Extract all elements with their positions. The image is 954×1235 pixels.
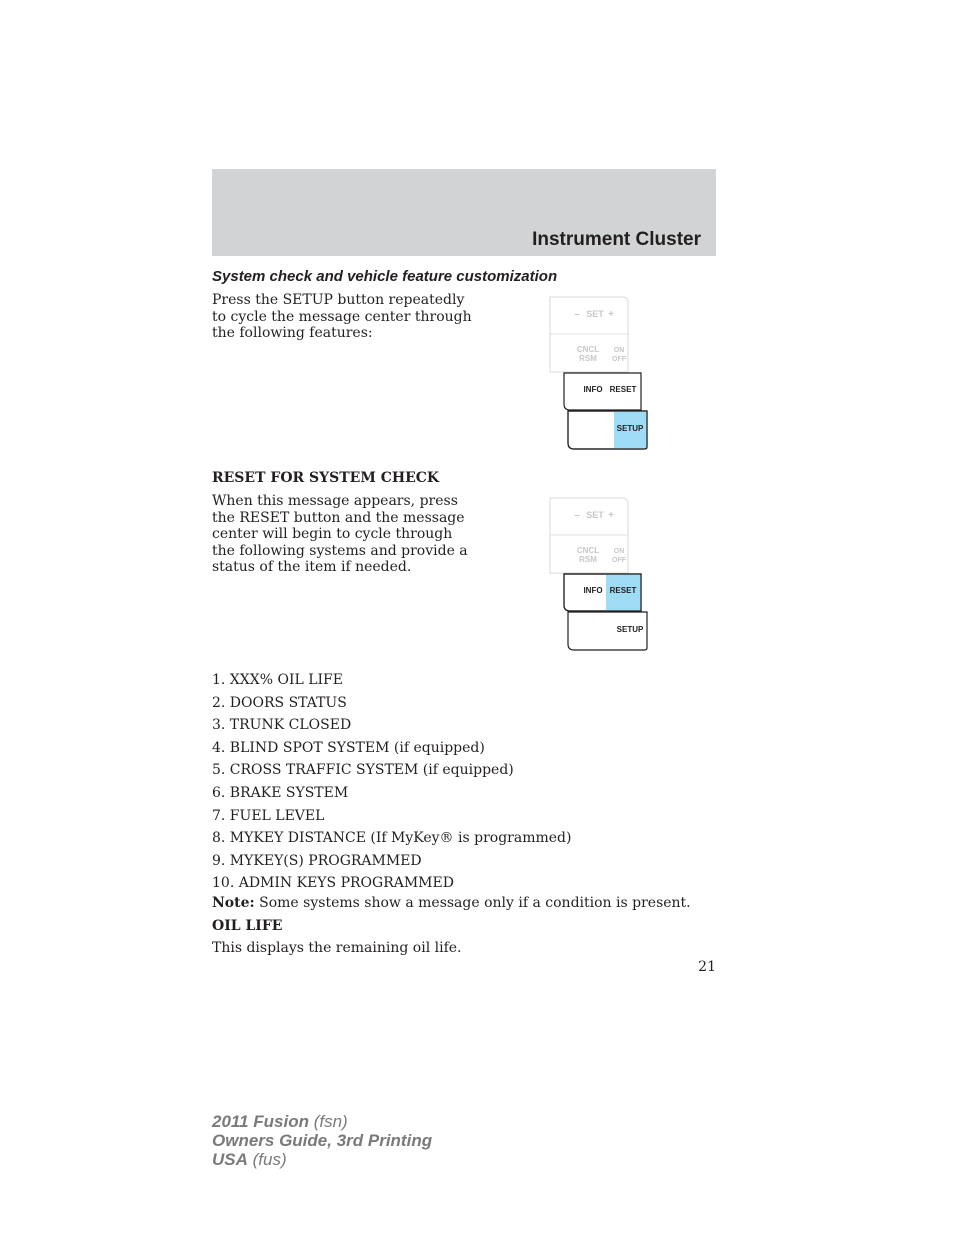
list-item: 5. CROSS TRAFFIC SYSTEM (if equipped): [212, 762, 514, 779]
reset-label: RESET: [609, 586, 637, 595]
off-label: OFF: [612, 557, 626, 564]
footer-market-code: (fus): [247, 1150, 287, 1169]
note: [212, 895, 691, 911]
list-item: 9. MYKEY(S) PROGRAMMED: [212, 852, 422, 869]
list-item: 10. ADMIN KEYS PROGRAMMED: [212, 875, 454, 892]
note-label: Note:: [212, 895, 255, 911]
set-label: SET: [586, 510, 604, 520]
intro-paragraph: Press the SETUP button repeatedly to cycle the message center through the following features:: [212, 292, 472, 341]
list-item: 7. FUEL LEVEL: [212, 807, 325, 824]
list-item: 8. MYKEY DISTANCE (If MyKey® is programmed): [212, 830, 572, 847]
info-label: INFO: [583, 385, 603, 394]
info-label: INFO: [583, 586, 603, 595]
minus-icon: –: [574, 510, 580, 521]
subheading: System check and vehicle feature customization: [212, 268, 558, 285]
footer-guide: Owners Guide, 3rd Printing: [212, 1131, 433, 1150]
list-item: 4. BLIND SPOT SYSTEM (if equipped): [212, 739, 485, 756]
note-text: Some systems show a message only if a condition is present.: [254, 895, 691, 911]
list-item: 3. TRUNK CLOSED: [212, 717, 352, 734]
setup-label: SETUP: [616, 424, 644, 433]
cncl-label: CNCL: [576, 345, 600, 354]
control-panel-setup: [548, 296, 658, 454]
minus-icon: –: [574, 309, 580, 320]
footer: [212, 1112, 432, 1169]
footer-model-code: (fsn): [309, 1112, 348, 1131]
set-label: SET: [586, 309, 604, 319]
page-title: Instrument Cluster: [532, 229, 701, 250]
plus-icon: +: [608, 510, 614, 521]
oil-life-heading: OIL LIFE: [212, 918, 283, 934]
reset-section-heading: RESET FOR SYSTEM CHECK: [212, 470, 440, 486]
page-number: 21: [698, 959, 716, 975]
off-label: OFF: [612, 356, 626, 363]
list-item: 2. DOORS STATUS: [212, 694, 347, 711]
footer-model: 2011 Fusion: [212, 1112, 309, 1131]
plus-icon: +: [608, 309, 614, 320]
reset-section-text: When this message appears, press the RESET button and the message center will begin to cycle through the following systems and provide a status of the item if needed.: [212, 493, 468, 575]
list-item: 1. XXX% OIL LIFE: [212, 672, 343, 688]
reset-label: RESET: [609, 385, 637, 394]
cncl-label: CNCL: [576, 546, 600, 555]
oil-life-text: This displays the remaining oil life.: [212, 940, 462, 956]
control-panel-reset: [548, 497, 658, 655]
rsm-label: RSM: [579, 555, 597, 564]
system-check-list: [212, 670, 571, 896]
setup-label: SETUP: [616, 625, 644, 634]
list-item: 6. BRAKE SYSTEM: [212, 784, 349, 801]
footer-market: USA: [212, 1150, 248, 1169]
header-band: [212, 169, 716, 256]
on-label: ON: [613, 347, 625, 354]
rsm-label: RSM: [579, 354, 597, 363]
on-label: ON: [613, 548, 625, 555]
